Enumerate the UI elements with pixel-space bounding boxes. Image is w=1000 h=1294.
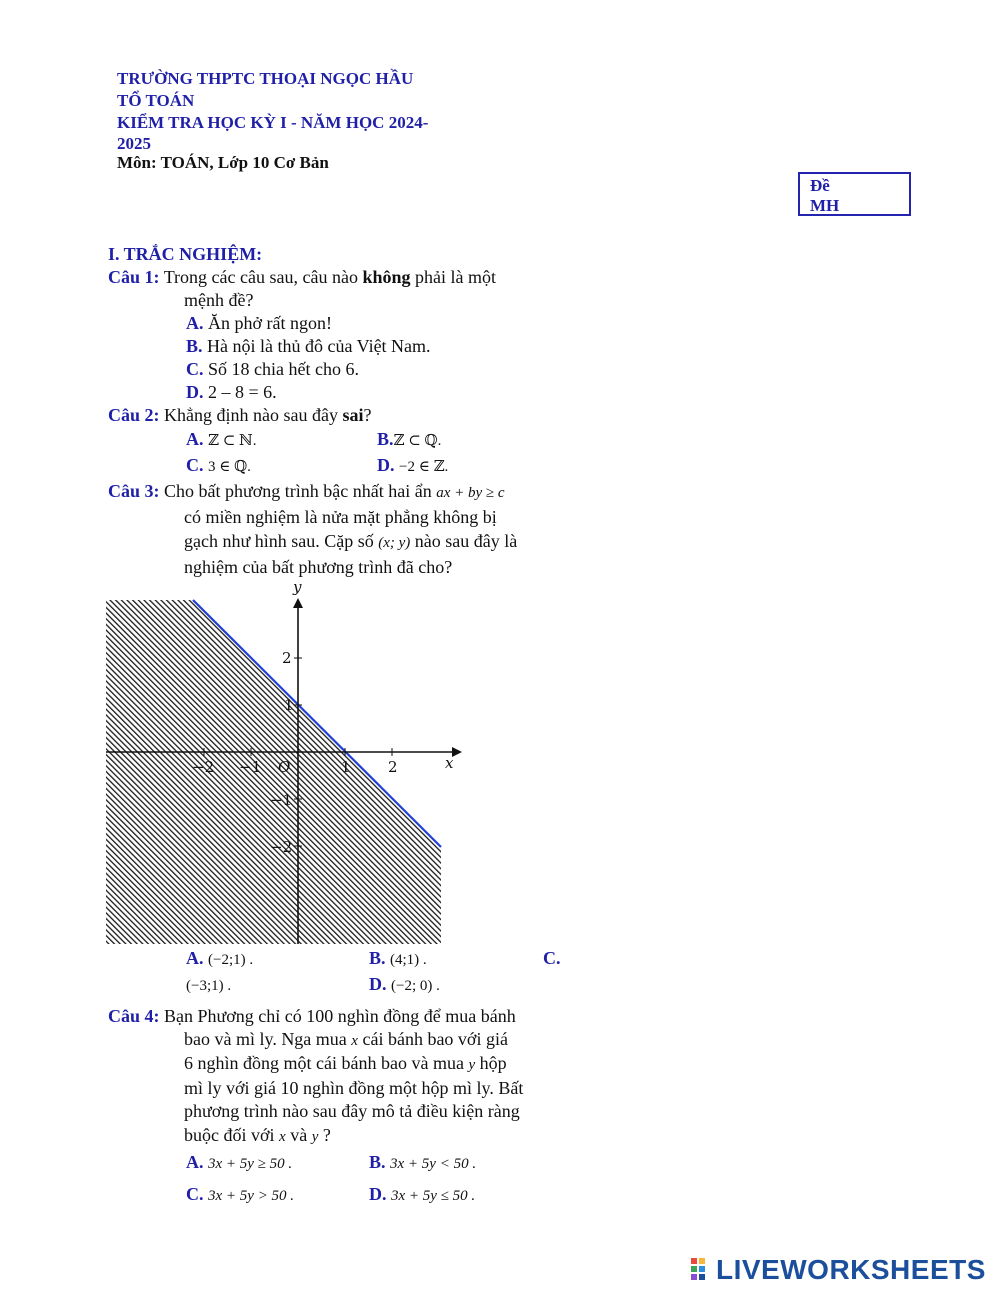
question-1-line2: mệnh đề? bbox=[184, 290, 254, 310]
question-2-option-d[interactable] bbox=[377, 455, 448, 476]
option-text: 3x + 5y ≥ 50 . bbox=[208, 1156, 293, 1172]
option-label: B. bbox=[369, 948, 386, 968]
y-tick-label: −1 bbox=[270, 791, 293, 809]
question-3-line1: Cho bất phương trình bậc nhất hai ẩn bbox=[159, 481, 437, 501]
question-4 bbox=[108, 1006, 516, 1027]
question-3-pair: (x; y) bbox=[378, 535, 411, 551]
option-label: C. bbox=[186, 1184, 204, 1204]
variable-y: y bbox=[468, 1057, 476, 1073]
question-4-line3-a: 6 nghìn đồng một cái bánh bao và mua bbox=[184, 1053, 469, 1073]
question-4-line2 bbox=[184, 1029, 508, 1050]
option-text: (−3;1) . bbox=[186, 978, 232, 994]
question-3-line3 bbox=[184, 531, 517, 552]
option-label: D. bbox=[186, 382, 204, 402]
subject-line: Môn: TOÁN, Lớp 10 Cơ Bản bbox=[117, 153, 329, 172]
variable-x: x bbox=[351, 1033, 358, 1049]
option-text: ℤ ⊂ ℕ. bbox=[208, 433, 257, 449]
exam-code-line1: Đề bbox=[810, 176, 830, 195]
variable-x: x bbox=[279, 1129, 286, 1145]
variable-y: y bbox=[311, 1129, 319, 1145]
option-text: 3x + 5y ≤ 50 . bbox=[391, 1188, 476, 1204]
question-4-line2-b: cái bánh bao với giá bbox=[357, 1029, 508, 1049]
half-plane-graph bbox=[106, 580, 466, 944]
option-label: B. bbox=[186, 336, 203, 356]
x-axis-label: x bbox=[445, 754, 454, 772]
question-1-text-bold: không bbox=[362, 267, 411, 287]
question-2-option-a[interactable] bbox=[186, 429, 256, 450]
exam-code-line2: MH bbox=[810, 196, 840, 215]
option-label: A. bbox=[186, 1152, 204, 1172]
option-label: C. bbox=[543, 948, 561, 968]
x-tick-label: −2 bbox=[192, 758, 215, 776]
question-4-line6-mid: và bbox=[285, 1125, 312, 1145]
option-text: Số 18 chia hết cho 6. bbox=[203, 359, 359, 379]
question-4-line6 bbox=[184, 1125, 331, 1146]
school-name: TRƯỜNG THPTC THOẠI NGỌC HẦU bbox=[117, 69, 414, 88]
option-text: −2 ∈ ℤ. bbox=[399, 459, 449, 475]
option-text: 3x + 5y < 50 . bbox=[390, 1156, 477, 1172]
option-text: ℤ ⊂ ℚ. bbox=[393, 433, 442, 449]
option-label: C. bbox=[186, 359, 204, 379]
exam-code-box bbox=[798, 172, 911, 216]
option-text: 2 – 8 = 6. bbox=[203, 382, 277, 402]
option-label: D. bbox=[369, 974, 387, 994]
question-4-line1: Bạn Phương chỉ có 100 nghìn đồng để mua bánh bbox=[159, 1006, 516, 1026]
option-label: D. bbox=[369, 1184, 387, 1204]
question-4-line2-a: bao và mì ly. Nga mua bbox=[184, 1029, 352, 1049]
question-1-option-c[interactable] bbox=[186, 359, 359, 380]
x-tick-label: 2 bbox=[388, 758, 398, 776]
option-text: (4;1) . bbox=[390, 952, 427, 968]
option-label: B. bbox=[377, 429, 394, 449]
origin-label: O bbox=[278, 758, 291, 776]
liveworksheets-logo-text: LIVEWORKSHEETS bbox=[716, 1254, 986, 1285]
option-text: 3 ∈ ℚ. bbox=[208, 459, 251, 475]
y-tick-label: −2 bbox=[270, 838, 293, 856]
exam-title-line1: KIỂM TRA HỌC KỲ I - NĂM HỌC 2024- bbox=[117, 113, 429, 132]
option-text: (−2; 0) . bbox=[391, 978, 440, 994]
question-1-option-d[interactable] bbox=[186, 382, 277, 403]
question-2-text-b: ? bbox=[363, 405, 372, 425]
question-3-option-d[interactable] bbox=[369, 974, 440, 995]
question-3 bbox=[108, 481, 505, 502]
question-4-line3 bbox=[184, 1053, 507, 1074]
question-3-line3-b: nào sau đây là bbox=[410, 531, 518, 551]
question-3-line2: có miền nghiệm là nửa mặt phẳng không bị bbox=[184, 507, 497, 527]
question-1-label: Câu 1: bbox=[108, 267, 160, 287]
question-3-option-a[interactable] bbox=[186, 948, 253, 969]
option-text: Hà nội là thủ đô của Việt Nam. bbox=[202, 336, 431, 356]
question-4-line6-b: ? bbox=[318, 1125, 331, 1145]
option-text: Ăn phở rất ngon! bbox=[203, 313, 332, 333]
question-2-option-c[interactable] bbox=[186, 455, 251, 476]
question-4-line6-a: buộc đối với bbox=[184, 1125, 280, 1145]
option-text: (−2;1) . bbox=[208, 952, 254, 968]
question-1-text-a: Trong các câu sau, câu nào bbox=[159, 267, 363, 287]
y-axis-arrow-icon bbox=[293, 598, 303, 608]
question-2-text-bold: sai bbox=[342, 405, 364, 425]
department-name: TỔ TOÁN bbox=[117, 91, 195, 110]
option-text: 3x + 5y > 50 . bbox=[208, 1188, 295, 1204]
option-label: A. bbox=[186, 429, 204, 449]
y-tick-label: 1 bbox=[284, 696, 294, 714]
question-3-line3-a: gạch như hình sau. Cặp số bbox=[184, 531, 379, 551]
question-4-line3-b: hộp bbox=[475, 1053, 507, 1073]
question-4-label: Câu 4: bbox=[108, 1006, 160, 1026]
option-label: B. bbox=[369, 1152, 386, 1172]
question-3-option-c-text[interactable] bbox=[186, 974, 231, 995]
x-tick-label: 1 bbox=[341, 758, 351, 776]
question-1-option-a[interactable] bbox=[186, 313, 332, 334]
question-3-expression: ax + by ≥ c bbox=[436, 485, 505, 501]
question-4-option-d[interactable] bbox=[369, 1184, 475, 1205]
question-3-option-b[interactable] bbox=[369, 948, 427, 969]
question-2-option-b[interactable] bbox=[377, 429, 441, 450]
y-tick-label: 2 bbox=[282, 649, 292, 667]
question-4-option-c[interactable] bbox=[186, 1184, 294, 1205]
question-1 bbox=[108, 267, 496, 288]
option-label: A. bbox=[186, 948, 204, 968]
question-3-line4: nghiệm của bất phương trình đã cho? bbox=[184, 557, 453, 577]
liveworksheets-logo[interactable] bbox=[690, 1254, 986, 1284]
option-label: C. bbox=[186, 455, 204, 475]
liveworksheets-logo-icon bbox=[690, 1256, 714, 1282]
x-tick-label: −1 bbox=[239, 758, 262, 776]
exam-title-line2: 2025 bbox=[117, 134, 151, 153]
question-4-option-b[interactable] bbox=[369, 1152, 476, 1173]
option-label: A. bbox=[186, 313, 204, 333]
question-2-label: Câu 2: bbox=[108, 405, 160, 425]
question-4-option-a[interactable] bbox=[186, 1152, 292, 1173]
y-axis-label: y bbox=[293, 580, 302, 596]
question-2 bbox=[108, 405, 372, 426]
question-3-option-c[interactable] bbox=[543, 948, 561, 969]
question-1-option-b[interactable] bbox=[186, 336, 431, 357]
question-4-line4: mì ly với giá 10 nghìn đồng một hộp mì ly. Bất bbox=[184, 1078, 524, 1098]
question-1-text-b: phải là một bbox=[410, 267, 496, 287]
question-4-line5: phương trình nào sau đây mô tả điều kiện ràng bbox=[184, 1101, 520, 1121]
question-2-text-a: Khẳng định nào sau đây bbox=[159, 405, 343, 425]
section-title: I. TRẮC NGHIỆM: bbox=[108, 244, 263, 264]
option-label: D. bbox=[377, 455, 395, 475]
question-3-label: Câu 3: bbox=[108, 481, 160, 501]
x-axis-arrow-icon bbox=[452, 747, 462, 757]
